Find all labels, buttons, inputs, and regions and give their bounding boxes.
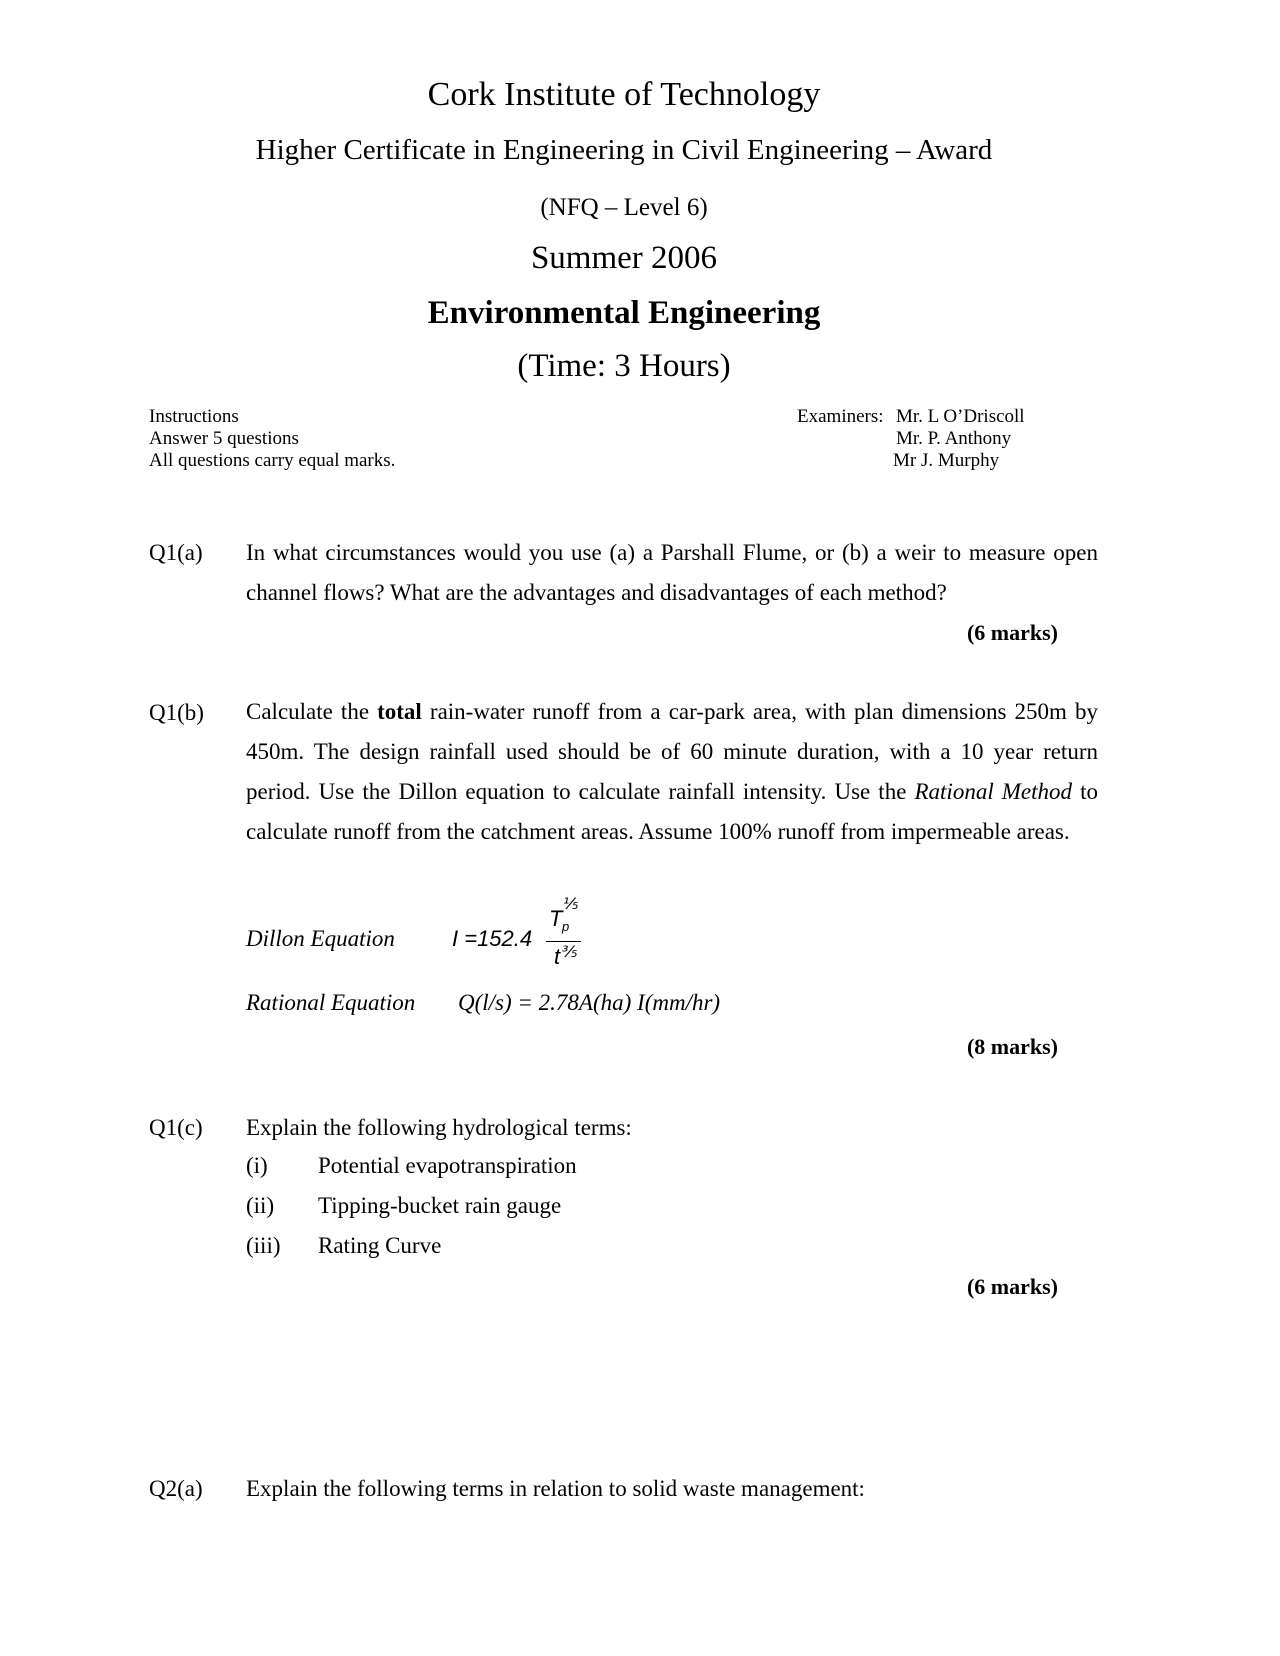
list-item-number: (i): [246, 1153, 268, 1178]
dillon-denominator-t: t: [554, 944, 561, 969]
examiner-name: Mr J. Murphy: [893, 450, 1000, 471]
programme-title: Higher Certificate in Engineering in Civil Engineering – Award: [255, 134, 993, 166]
time-text: (Time: 3 Hours): [517, 348, 731, 384]
question-text-q2a: Explain the following terms in relation to solid waste management:: [246, 1476, 865, 1501]
q1b-text-part: Calculate the: [246, 699, 378, 724]
subject-title: Environmental Engineering: [427, 295, 821, 331]
question-text-q1b: [246, 692, 1098, 852]
list-item-number: (iii): [246, 1233, 281, 1258]
q1b-text-part: rain-water runoff from a car-park area, with plan dimensions 250m by 450m. The design rainfall used should be of 60 minute duration, with a 10 year return period. Use the Dillon equation to calculate rainfall intensity. Use the: [246, 699, 1098, 804]
marks-q1b: (8 marks): [966, 1034, 1058, 1059]
list-item-number: (ii): [246, 1193, 275, 1218]
dillon-equation: [452, 896, 602, 976]
question-text-q1c: Explain the following hydrological terms:: [246, 1115, 632, 1140]
marks-q1c: (6 marks): [966, 1274, 1058, 1299]
session-text: Summer 2006: [530, 240, 718, 276]
examiner-name: Mr. P. Anthony: [896, 428, 1012, 449]
question-label-q1c: Q1(c): [149, 1115, 203, 1140]
list-item: Tipping-bucket rain gauge: [318, 1193, 562, 1218]
q1b-emphasis-total: total: [377, 699, 422, 724]
dillon-numerator-exponent: ⅕: [563, 896, 579, 913]
question-text-q1a: In what circumstances would you use (a) a Parshall Flume, or (b) a weir to measure open channel flows? What are the advantages and disadvantages of each method?: [246, 540, 1098, 605]
instructions-line1: Answer 5 questions: [149, 428, 299, 449]
level-text: (NFQ – Level 6): [540, 194, 708, 221]
instructions-heading: Instructions: [149, 406, 239, 427]
question-label-q2a: Q2(a): [149, 1476, 203, 1501]
dillon-equation-label: Dillon Equation: [246, 926, 395, 951]
examiners-label: Examiners:: [797, 406, 884, 427]
rational-equation-formula: Q(l/s) = 2.78A(ha) I(mm/hr): [458, 990, 721, 1015]
q1b-text-part: to calculate runoff from the catchment areas. Assume 100% runoff from impermeable areas.: [246, 779, 1099, 844]
rational-equation-label: Rational Equation: [246, 990, 416, 1015]
instructions-line2: All questions carry equal marks.: [149, 450, 396, 471]
dillon-numerator-t: T: [549, 906, 563, 931]
marks-q1a: (6 marks): [966, 620, 1058, 645]
examiner-name: Mr. L O’Driscoll: [896, 406, 1025, 427]
dillon-numerator-subscript: p: [562, 919, 570, 934]
dillon-lhs: I =152.4: [452, 926, 533, 951]
dillon-denominator-exponent: ⅗: [562, 944, 578, 961]
list-item: Rating Curve: [318, 1233, 442, 1258]
question-label-q1b: Q1(b): [149, 700, 204, 725]
list-item: Potential evapotranspiration: [318, 1153, 577, 1178]
question-label-q1a: Q1(a): [149, 540, 203, 565]
q1b-emphasis-rational-method: Rational Method: [914, 779, 1073, 804]
institute-title: Cork Institute of Technology: [427, 76, 821, 113]
